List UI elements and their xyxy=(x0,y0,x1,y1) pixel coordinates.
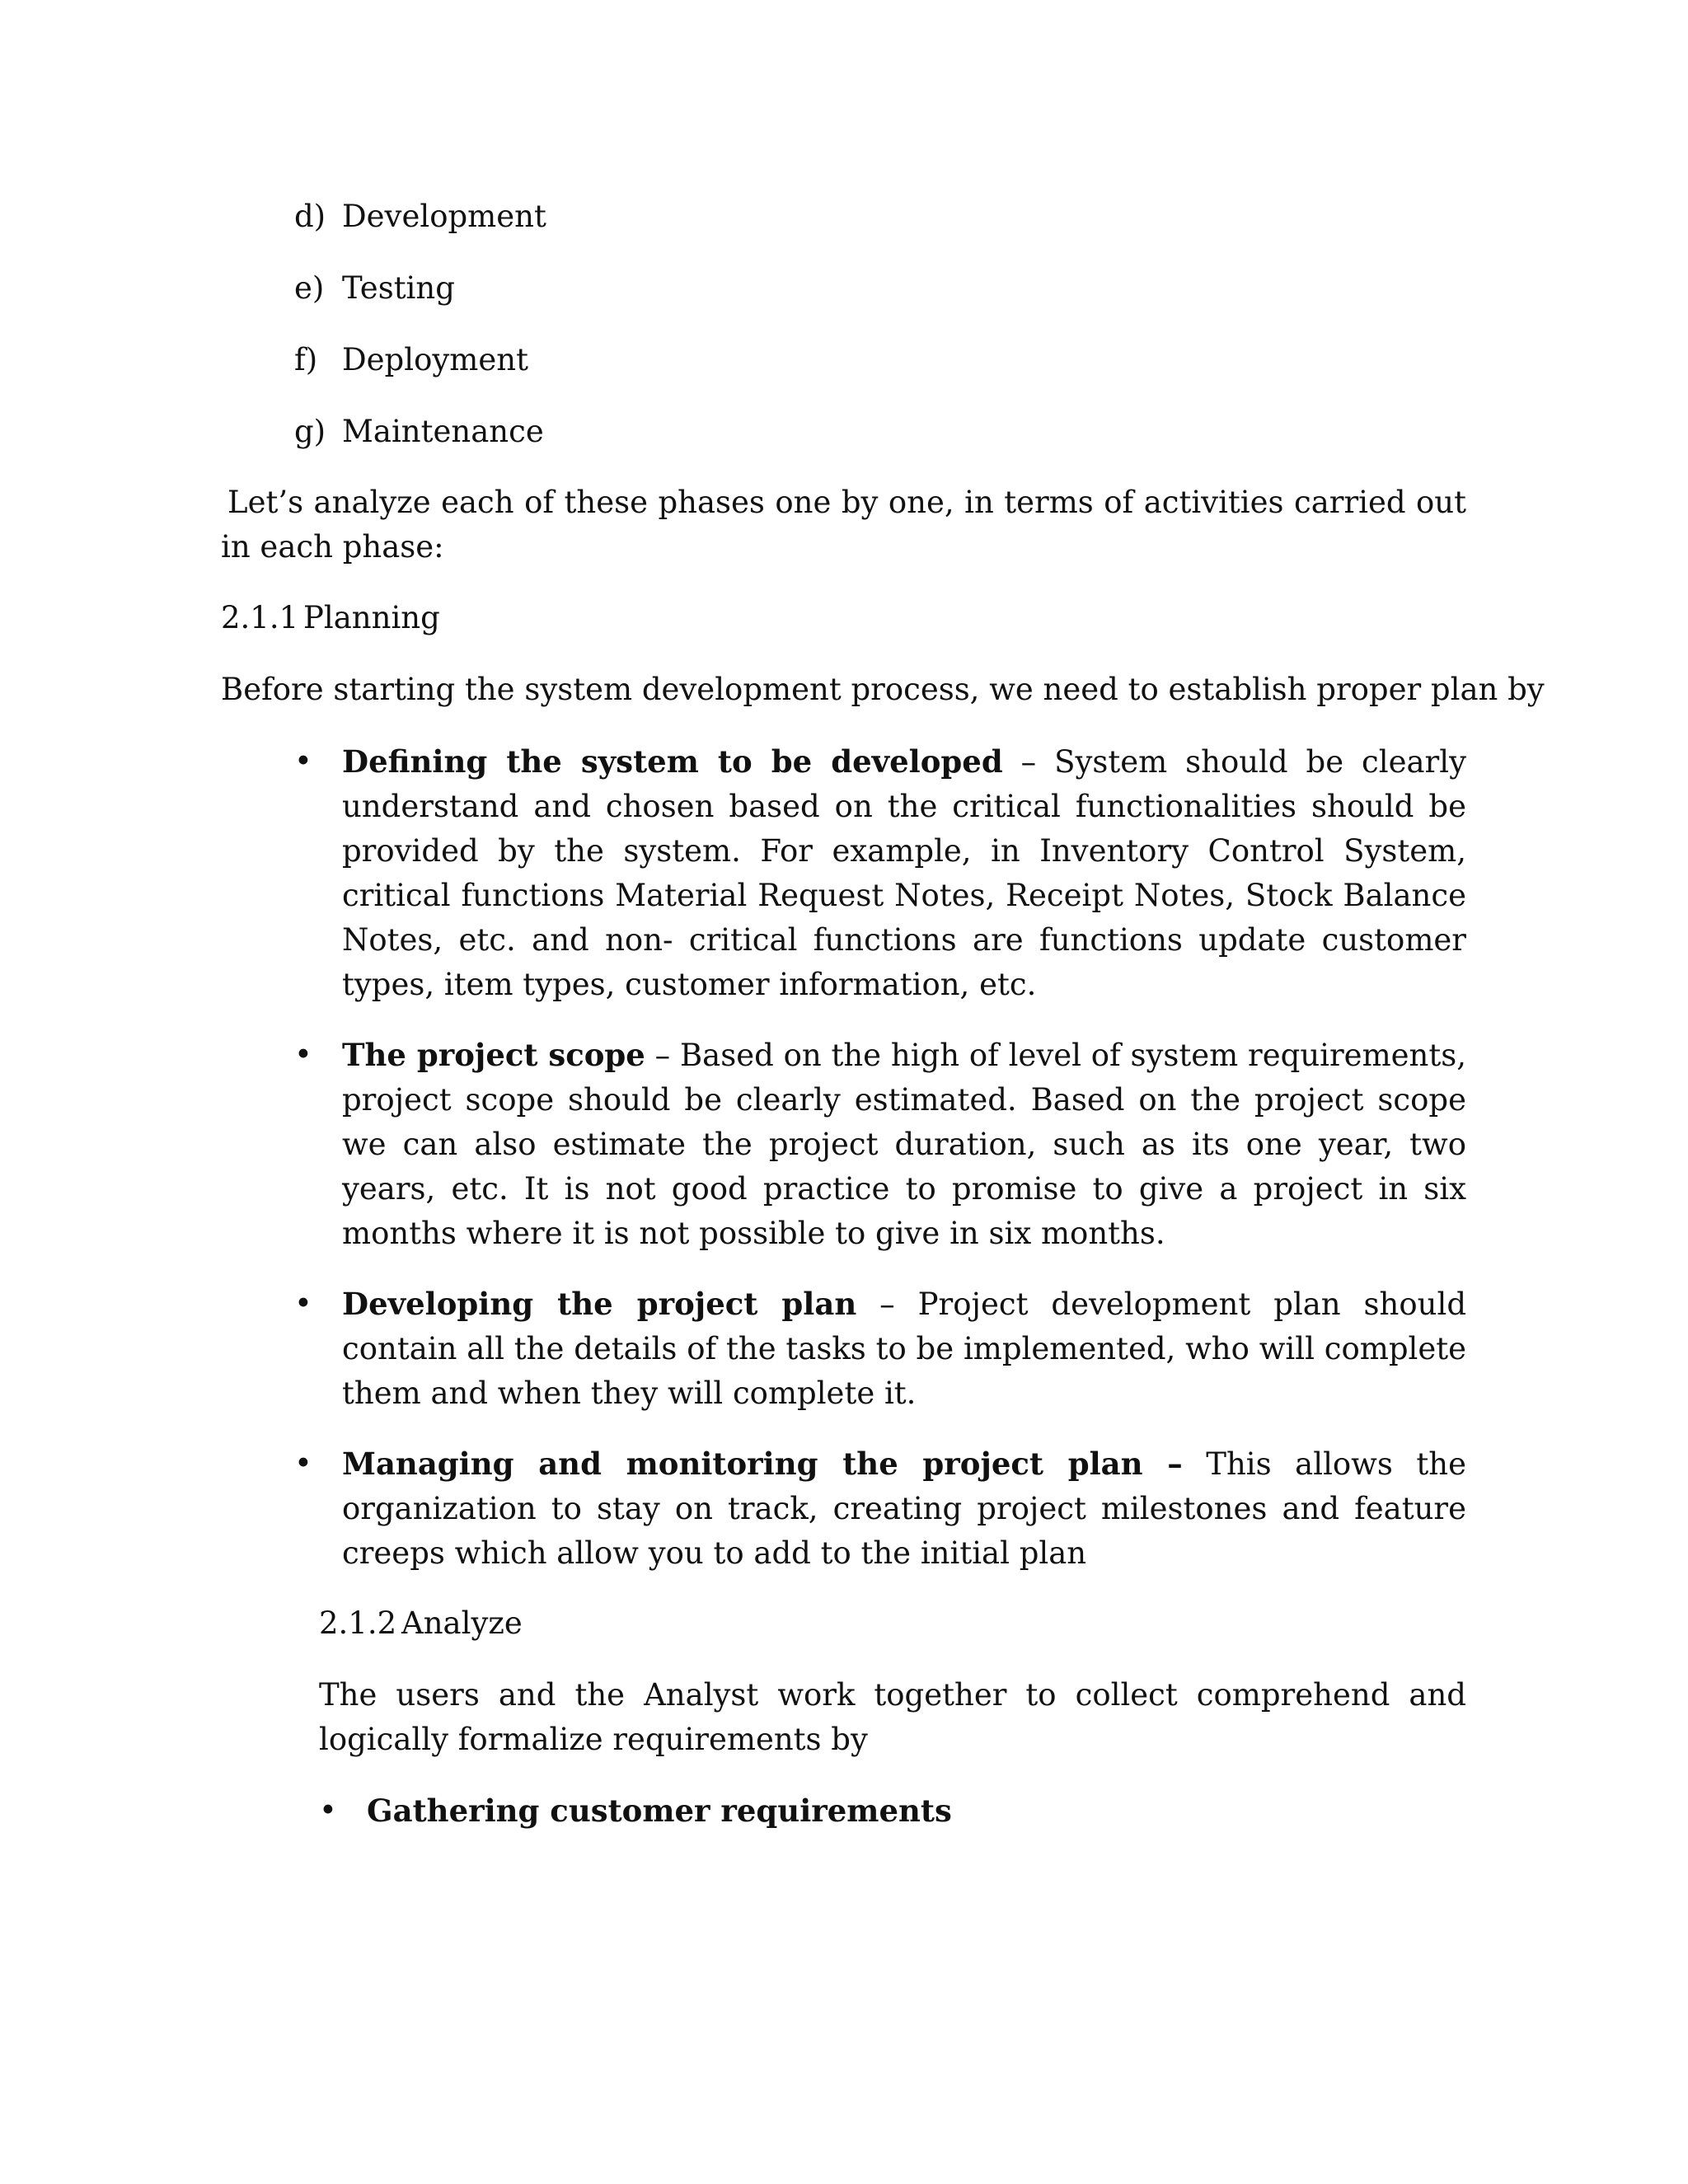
section-heading-planning xyxy=(221,596,440,640)
list-label: Maintenance xyxy=(342,414,544,449)
section-number: 2.1.2 xyxy=(319,1605,397,1641)
bullet-term: The project scope xyxy=(342,1037,645,1073)
list-label: Deployment xyxy=(342,342,528,377)
bullet-term: Developing the project plan xyxy=(342,1286,857,1322)
section-title: Planning xyxy=(303,600,440,635)
bullet-text: Project development plan should contain all the details of the tasks to be implemented, who will complete them and when they will complete it. xyxy=(342,1286,1467,1411)
bullet-body xyxy=(342,1282,1466,1416)
section-heading-analyze xyxy=(319,1601,523,1646)
planning-lead: Before starting the system development process, we need to establish proper plan by xyxy=(221,672,1545,707)
bullet-body xyxy=(367,1788,1466,1834)
bullet-body xyxy=(342,1033,1466,1256)
bullet-body xyxy=(342,1441,1466,1576)
bullet-text: System should be clearly understand and chosen based on the critical functionalities should be provided by the system. For example, in Inventory Control System, critical functions Material Request Notes, Receipt Notes, Stock Balance Notes, etc. and non- critical functions are functions update customer types, item types, customer information, etc. xyxy=(342,744,1466,1002)
list-marker: g) xyxy=(294,414,326,449)
analyze-lead: The users and the Analyst work together to collect comprehend and logically formalize requirements by xyxy=(319,1677,1466,1757)
bullet-term: Managing and monitoring the project plan – xyxy=(342,1446,1183,1482)
bullet-icon: • xyxy=(294,743,312,779)
bullet-icon: • xyxy=(294,1446,312,1481)
bullet-term: Gathering customer requirements xyxy=(367,1793,952,1829)
list-label: Testing xyxy=(342,270,455,306)
list-marker: e) xyxy=(294,270,325,306)
bullet-text: Based on the high of level of system requirements, project scope should be clearly estimated. Based on the project scope we can also estimate the project duration, such as its one year, two years, etc. It is not good practice to promise to give a project in six months where it is not possible to give in six months. xyxy=(342,1038,1466,1251)
bullet-text: This allows the organization to stay on track, creating project milestones and feature creeps which allow you to add to the initial plan xyxy=(342,1446,1467,1571)
bullet-term: Defining the system to be developed xyxy=(342,743,1003,780)
bullet-separator: – xyxy=(1002,744,1055,780)
section-number: 2.1.1 xyxy=(221,600,299,635)
list-label: Development xyxy=(342,199,546,234)
bullet-separator: – xyxy=(856,1286,918,1322)
section-title: Analyze xyxy=(401,1605,523,1641)
list-marker: d) xyxy=(294,199,326,234)
intro-paragraph: Let’s analyze each of these phases one by one, in terms of activities carried out in each phase: xyxy=(221,485,1466,565)
bullet-icon: • xyxy=(294,1037,312,1072)
bullet-icon: • xyxy=(319,1793,337,1828)
bullet-separator xyxy=(1183,1446,1207,1482)
bullet-icon: • xyxy=(294,1286,312,1321)
list-marker: f) xyxy=(294,342,318,377)
bullet-separator: – xyxy=(645,1038,680,1073)
bullet-body xyxy=(342,739,1466,1007)
